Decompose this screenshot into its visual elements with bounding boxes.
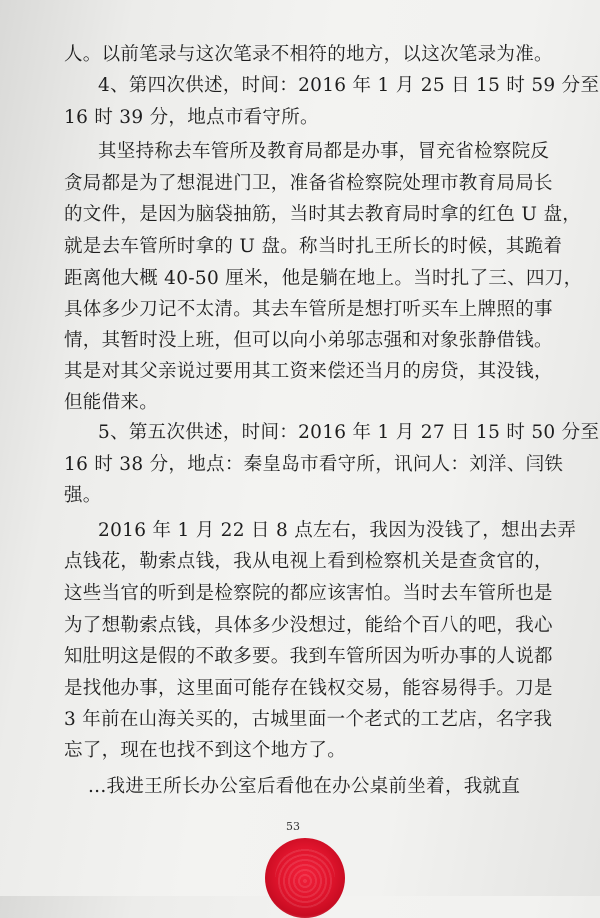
text-line: 16 时 39 分，地点市看守所。 <box>64 107 319 128</box>
text-line: 的文件，是因为脑袋抽筋，当时其去教育局时拿的红色 U 盘， <box>64 204 582 225</box>
text-line: 其是对其父亲说过要用其工资来偿还当月的房贷，其没钱， <box>64 361 553 382</box>
text-line: 5、第五次供述，时间：2016 年 1 月 27 日 15 时 50 分至 <box>98 422 600 443</box>
text-line: 但能借来。 <box>64 392 159 413</box>
text-line: 3 年前在山海关买的，古城里面一个老式的工艺店，名字我 <box>64 709 553 730</box>
text-line: 知肚明这是假的不敢多要。我到车管所因为听办事的人说都 <box>64 646 553 667</box>
page-number: 53 <box>286 820 300 833</box>
text-line: 情，其暂时没上班，但可以向小弟邬志强和对象张静借钱。 <box>64 330 553 351</box>
text-line: 点钱花，勒索点钱，我从电视上看到检察机关是查贪官的， <box>64 551 553 572</box>
text-line: 忘了，现在也找不到这个地方了。 <box>64 740 347 761</box>
text-line: ...我进王所长办公室后看他在办公桌前坐着，我就直 <box>88 776 521 797</box>
text-line: 为了想勒索点钱，具体多少没想过，能给个百八的吧，我心 <box>64 615 553 636</box>
text-line: 这些当官的听到是检察院的都应该害怕。当时去车管所也是 <box>64 583 553 604</box>
text-line: 4、第四次供述，时间：2016 年 1 月 25 日 15 时 59 分至 <box>98 75 600 96</box>
text-line: 是找他办事，这里面可能存在钱权交易，能容易得手。刀是 <box>64 678 553 699</box>
text-line: 人。以前笔录与这次笔录不相符的地方，以这次笔录为准。 <box>64 44 553 65</box>
text-line: 贪局都是为了想混进门卫，准备省检察院处理市教育局局长 <box>64 173 553 194</box>
text-line: 距离他大概 40-50 厘米，他是躺在地上。当时扎了三、四刀， <box>64 268 583 289</box>
fingerprint-icon <box>265 838 345 918</box>
text-line: 16 时 38 分，地点：秦皇岛市看守所，讯问人：刘洋、闫铁 <box>64 454 564 475</box>
text-line: 强。 <box>64 485 102 506</box>
text-line: 2016 年 1 月 22 日 8 点左右，我因为没钱了，想出去弄 <box>98 520 577 541</box>
text-line: 其坚持称去车管所及教育局都是办事，冒充省检察院反 <box>98 141 550 162</box>
text-line: 具体多少刀记不太清。其去车管所是想打听买车上牌照的事 <box>64 299 553 320</box>
text-line: 就是去车管所时拿的 U 盘。称当时扎王所长的时候，其跪着 <box>64 236 563 257</box>
